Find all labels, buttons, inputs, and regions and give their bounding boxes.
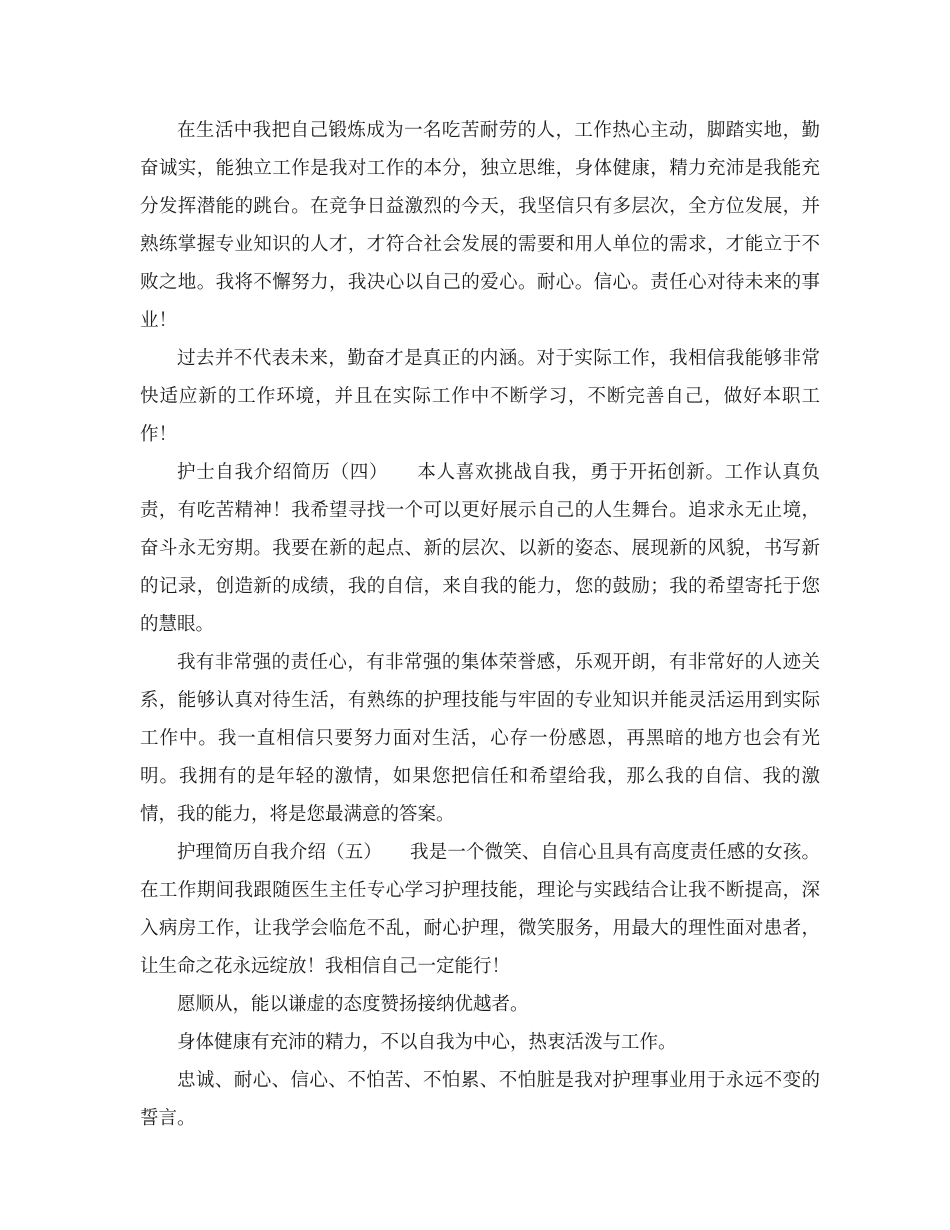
paragraph-resume-four: 护士自我介绍简历（四） 本人喜欢挑战自我，勇于开拓创新。工作认真负责，有吃苦精神！我希望寻找一个可以更好展示自己的人生舞台。追求永无止境，奋斗永无穷期。我要在新的起点、新的层次、以新的姿态、展现新的风貌，书写新的记录，创造新的成绩，我的自信，来自我的能力，您的鼓励；我的希望寄托于您的慧眼。 bbox=[140, 462, 820, 635]
paragraph-humility: 愿顺从，能以谦虚的态度赞扬接纳优越者。 bbox=[177, 994, 529, 1015]
document-body bbox=[140, 112, 820, 1138]
paragraph-work-attitude: 在生活中我把自己锻炼成为一名吃苦耐劳的人，工作热心主动，脚踏实地，勤奋诚实，能独立工作是我对工作的本分，独立思维，身体健康，精力充沛是我能充分发挥潜能的跳台。在竞争日益激烈的今天，我坚信只有多层次，全方位发展，并熟练掌握专业知识的人才，才符合社会发展的需要和用人单位的需求，才能立于不败之地。我将不懈努力，我决心以自己的爱心。耐心。信心。责任心对待未来的事业！ bbox=[140, 120, 820, 331]
paragraph-resume-five: 护理简历自我介绍（五） 我是一个微笑、自信心且具有高度责任感的女孩。在工作期间我跟随医生主任专心学习护理技能，理论与实践结合让我不断提高，深入病房工作，让我学会临危不乱，耐心护理，微笑服务，用最大的理性面对患者，让生命之花永远绽放！我相信自己一定能行！ bbox=[140, 842, 820, 977]
paragraph-responsibility: 我有非常强的责任心，有非常强的集体荣誉感，乐观开朗，有非常好的人迹关系，能够认真对待生活，有熟练的护理技能与牢固的专业知识并能灵活运用到实际工作中。我一直相信只要努力面对生活，心存一份感恩，再黑暗的地方也会有光明。我拥有的是年轻的激情，如果您把信任和希望给我，那么我的自信、我的激情，我的能力，将是您最满意的答案。 bbox=[140, 652, 820, 825]
paragraph-future: 过去并不代表未来，勤奋才是真正的内涵。对于实际工作，我相信我能够非常快适应新的工作环境，并且在实际工作中不断学习，不断完善自己，做好本职工作！ bbox=[140, 348, 820, 445]
paragraph-oath: 忠诚、耐心、信心、不怕苦、不怕累、不怕脏是我对护理事业用于永远不变的誓言。 bbox=[140, 1070, 820, 1129]
paragraph-health: 身体健康有充沛的精力，不以自我为中心，热衷活泼与工作。 bbox=[177, 1032, 677, 1053]
